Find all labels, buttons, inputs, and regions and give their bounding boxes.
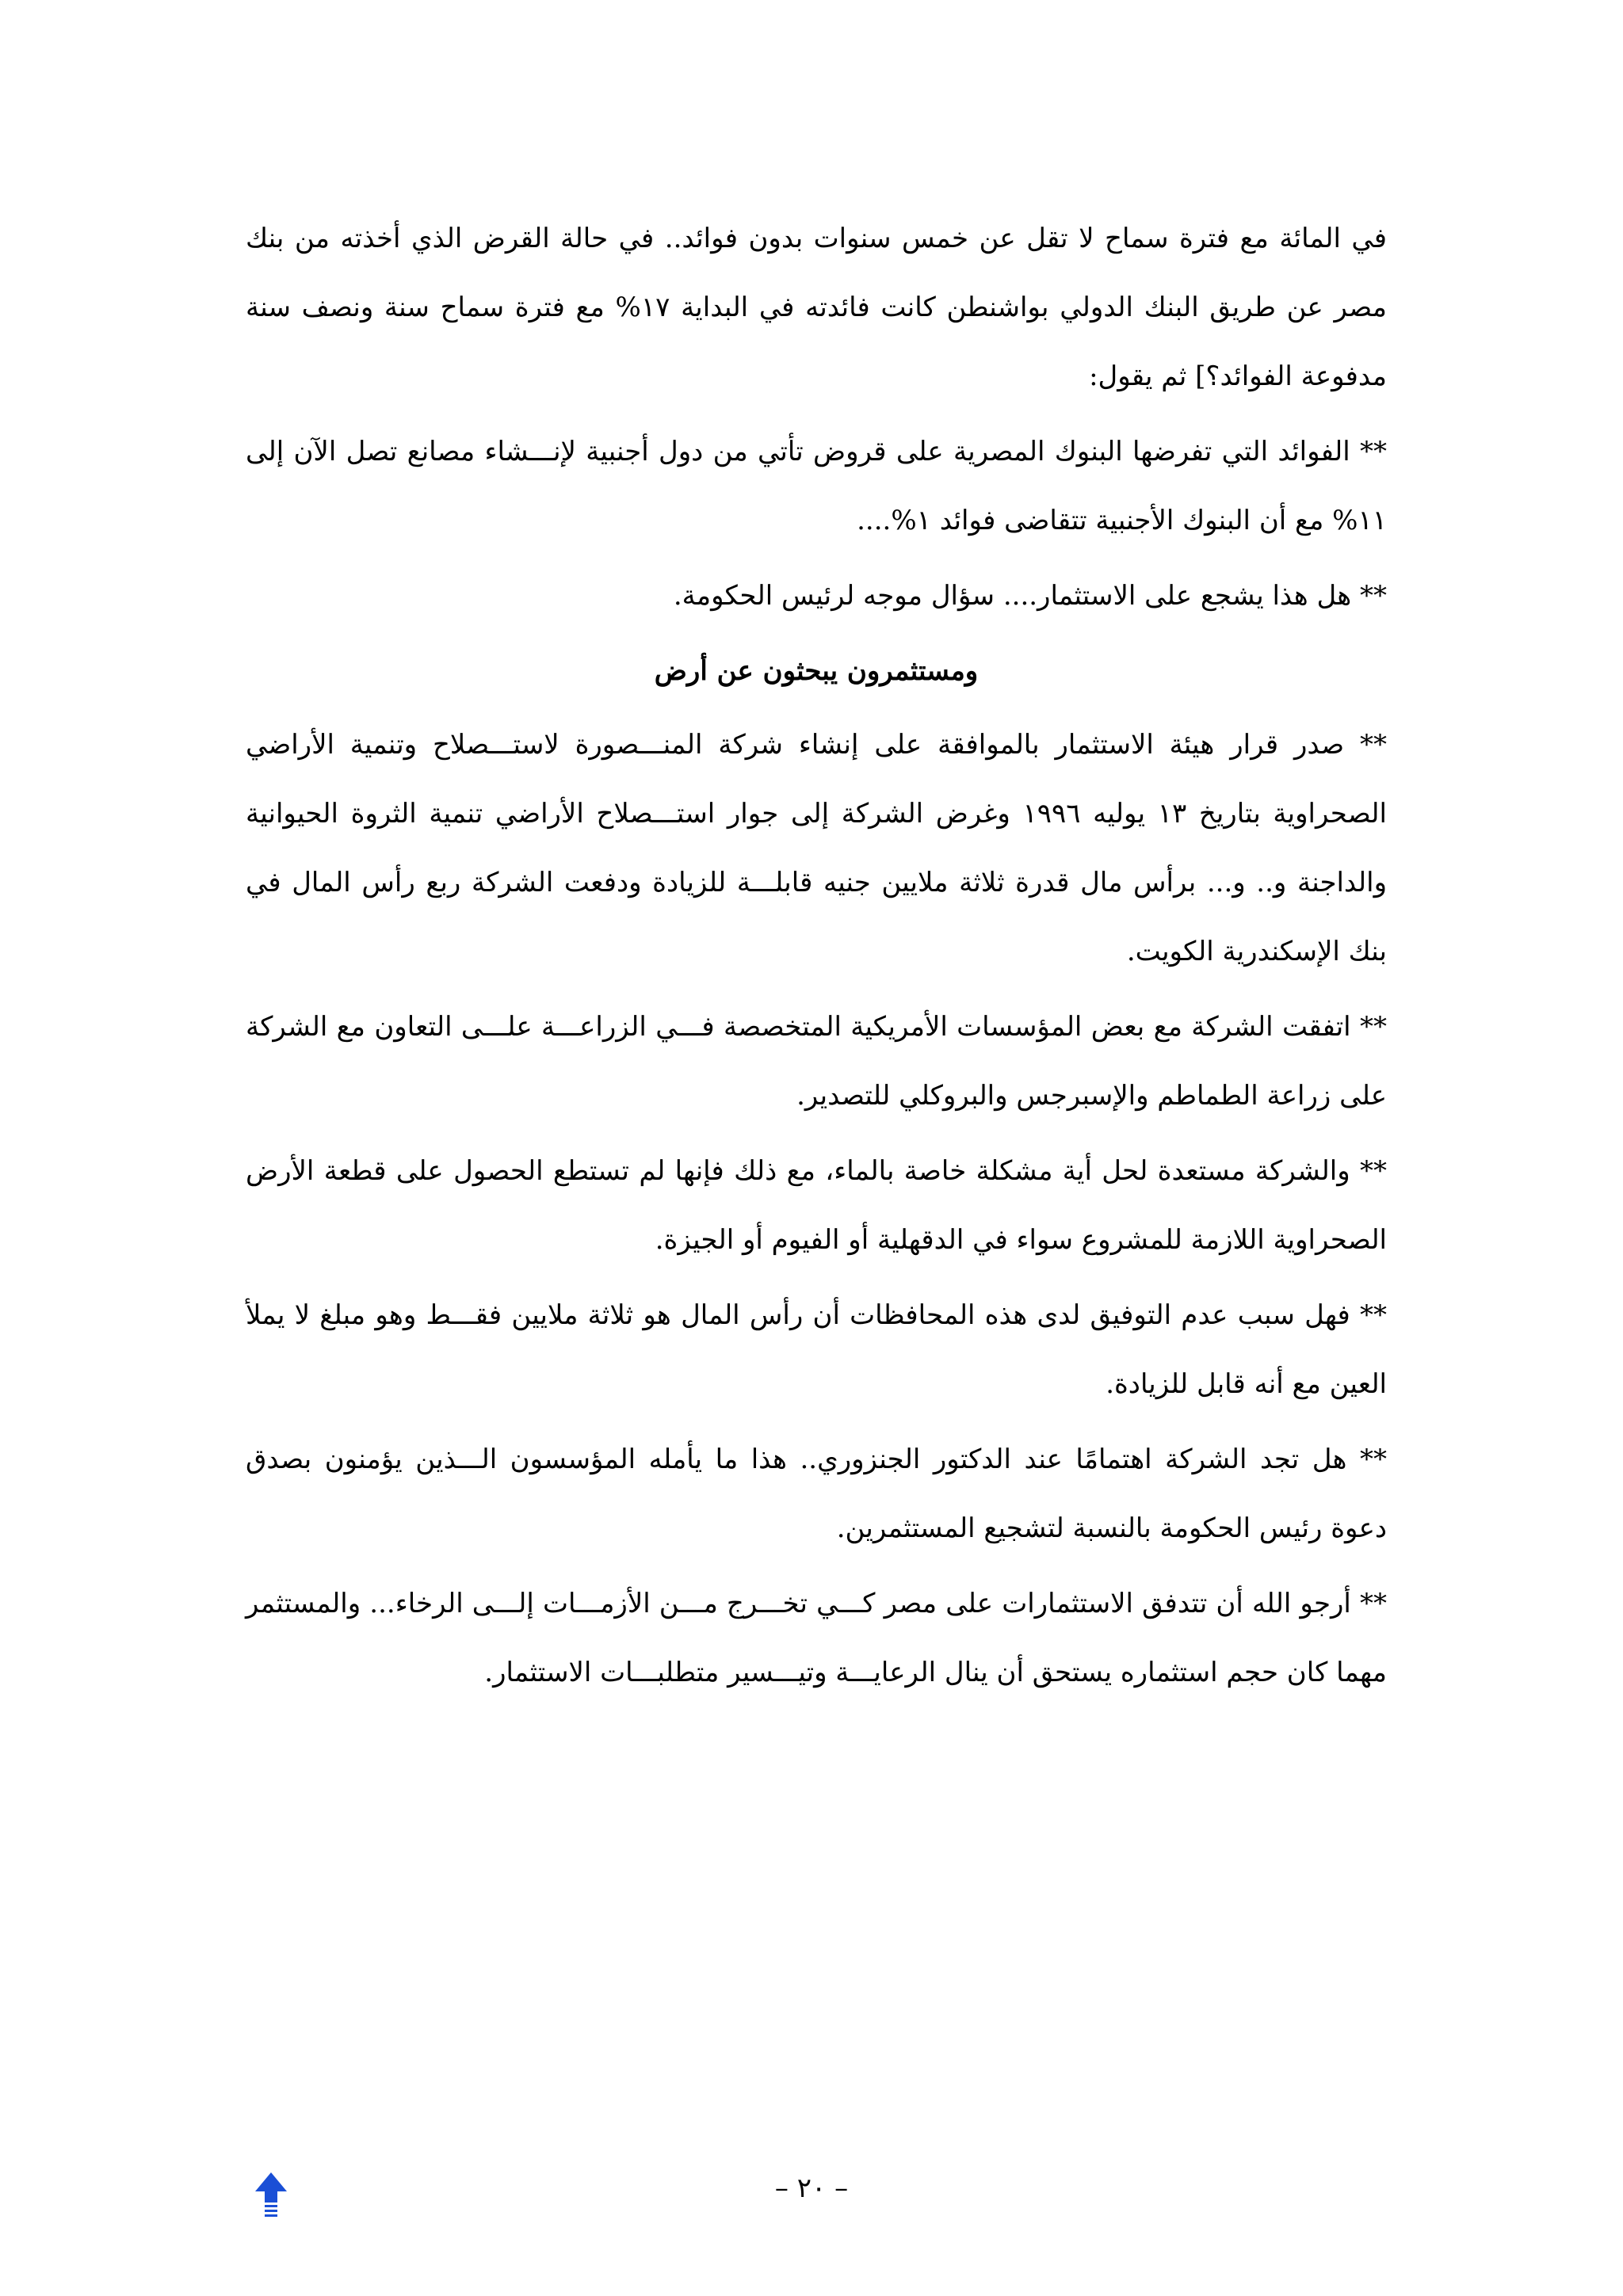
page-number: – ٢٠ –: [774, 2172, 849, 2204]
paragraph: في المائة مع فترة سماح لا تقل عن خمس سنوات بدون فوائد.. في حالة القرض الذي أخذته من بنك مصر عن طريق البنك الدولي بواشنطن كانت فائدته في البداية ١٧% مع فترة سماح سنة ونصف سنة مدفوعة الفوائد؟] ثم يقول:: [246, 223, 1387, 392]
paragraph: ** هل هذا يشجع على الاستثمار.... سؤال موجه لرئيس الحكومة.: [673, 580, 1387, 612]
paragraph: ** أرجو الله أن تتدفق الاستثمارات على مصر كـــي تخـــرج مـــن الأزمـــات إلـــى الرخاء... والمستثمر مهما كان حجم استثماره يستحق أن ينال الرعايـــة وتيـــسير متطلبـــات الاستثمار.: [246, 1588, 1387, 1688]
section-heading: ومستثمرون يبحثون عن أرض: [654, 655, 979, 687]
paragraph: ** هل تجد الشركة اهتمامًا عند الدكتور الجنزوري.. هذا ما يأمله المؤسسون الـــذين يؤمنون بصدق دعوة رئيس الحكومة بالنسبة لتشجيع المستثمرين.: [246, 1444, 1387, 1544]
article-body: [246, 204, 1387, 1714]
paragraph: ** الفوائد التي تفرضها البنوك المصرية على قروض تأتي من دول أجنبية لإنـــشاء مصانع تصل الآن إلى ١١% مع أن البنوك الأجنبية تتقاضى فوائد ١%....: [246, 436, 1387, 536]
paragraph: ** اتفقت الشركة مع بعض المؤسسات الأمريكية المتخصصة فـــي الزراعـــة علـــى التعاون مع الشركة على زراعة الطماطم والإسبرجس والبروكلي للتصدير.: [246, 1011, 1387, 1112]
paragraph: ** والشركة مستعدة لحل أية مشكلة خاصة بالماء، مع ذلك فإنها لم تستطع الحصول على قطعة الأرض الصحراوية اللازمة للمشروع سواء في الدقهلية أو الفيوم أو الجيزة.: [246, 1155, 1387, 1256]
paragraph: ** فهل سبب عدم التوفيق لدى هذه المحافظات أن رأس المال هو ثلاثة ملايين فقـــط وهو مبلغ لا يملأ العين مع أنه قابل للزيادة.: [246, 1299, 1387, 1400]
paragraph: ** صدر قرار هيئة الاستثمار بالموافقة على إنشاء شركة المنـــصورة لاستـــصلاح وتنمية الأراضي الصحراوية بتاريخ ١٣ يوليه ١٩٩٦ وغرض الشركة إلى جوار استـــصلاح الأراضي تنمية الثروة الحيوانية والداجنة و.. و... برأس مال قدرة ثلاثة ملايين جنيه قابلـــة للزيادة ودفعت الشركة ربع رأس المال في بنك الإسكندرية الكويت.: [246, 729, 1387, 967]
up-arrow-icon[interactable]: [255, 2172, 287, 2218]
